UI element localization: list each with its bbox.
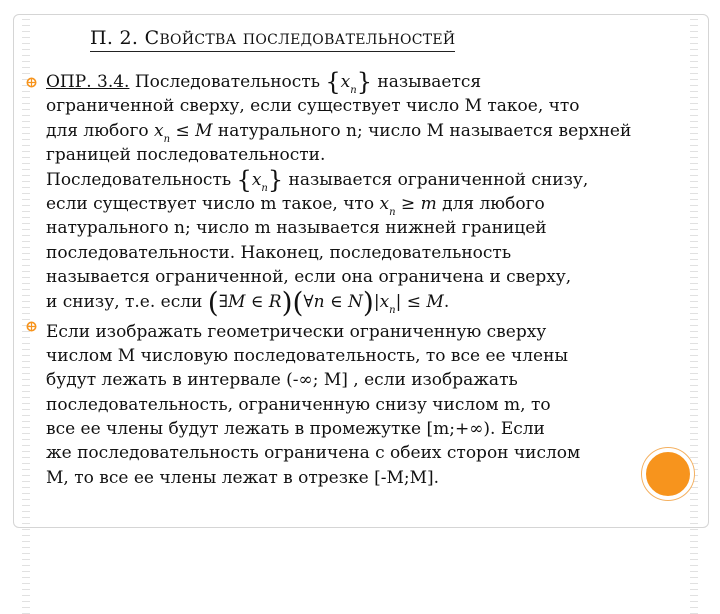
bullet-icon xyxy=(25,320,38,333)
slide-body xyxy=(46,70,666,490)
bullet-2-line-3: будут лежать в интервале (-∞; М] , если изображать xyxy=(46,370,518,391)
bullet-1-line-3: для любого $x_n \le M$ натурального n; число М называется верхней xyxy=(46,119,666,143)
decorative-orange-circle xyxy=(642,448,694,500)
bullet-1-line-4: границей последовательности. xyxy=(46,145,326,166)
bullet-1-line-10: и снизу, т.е. если (∃M ∈ R)(∀n ∈ $N)|x_n| \le M$. xyxy=(46,290,666,320)
right-decorative-stripe xyxy=(690,14,698,526)
bullet-2-line-1: Если изображать геометрически ограниченную сверху xyxy=(46,321,547,342)
bullet-icon xyxy=(25,76,38,89)
bullet-2-line-2: числом М числовую последовательность, то все ее члены xyxy=(46,345,568,366)
bullet-2-line-6: же последовательность ограничена с обеих сторон числом xyxy=(46,443,581,464)
bullet-1-line-8: последовательности. Наконец, последовательность xyxy=(46,242,512,263)
bullet-1-line-1: ОПР. 3.4. Последовательность $\{x_n\}$ называется xyxy=(46,70,666,94)
bullet-1-line-9: называется ограниченной, если она ограничена и сверху, xyxy=(46,267,572,288)
bullet-2-line-7: М, то все ее члены лежат в отрезке [-М;М]. xyxy=(46,467,440,488)
bullet-2-line-5: все ее члены будут лежать в промежутке [m;+∞). Если xyxy=(46,419,545,440)
bounded-formula: (∃M ∈ R)(∀n ∈ $N)|x_n| \le M$ xyxy=(207,285,444,319)
bullet-1-line-7: натурального n; число m называется нижней границей xyxy=(46,218,547,239)
bullet-1-line-5: Последовательность $\{x_n\}$ называется ограниченной снизу, xyxy=(46,168,666,192)
sequence-formula: $\{x_n\}$ xyxy=(325,68,372,96)
lower-bound-formula: $x_n \ge m$ xyxy=(379,193,437,218)
upper-bound-formula: $x_n \le M$ xyxy=(154,120,213,145)
bullet-1-line-2: ограниченной сверху, если существует число М такое, что xyxy=(46,96,580,117)
bullet-2-line-4: последовательность, ограниченную снизу числом m, то xyxy=(46,394,551,415)
left-decorative-stripe xyxy=(22,14,30,526)
slide-title: П. 2. СВОЙСТВА ПОСЛЕДОВАТЕЛЬНОСТЕЙ xyxy=(90,28,455,52)
sequence-formula: $\{x_n\}$ xyxy=(236,165,284,194)
bullet-1-line-6: если существует число m такое, что $x_n \ge m$ для любого xyxy=(46,192,666,216)
